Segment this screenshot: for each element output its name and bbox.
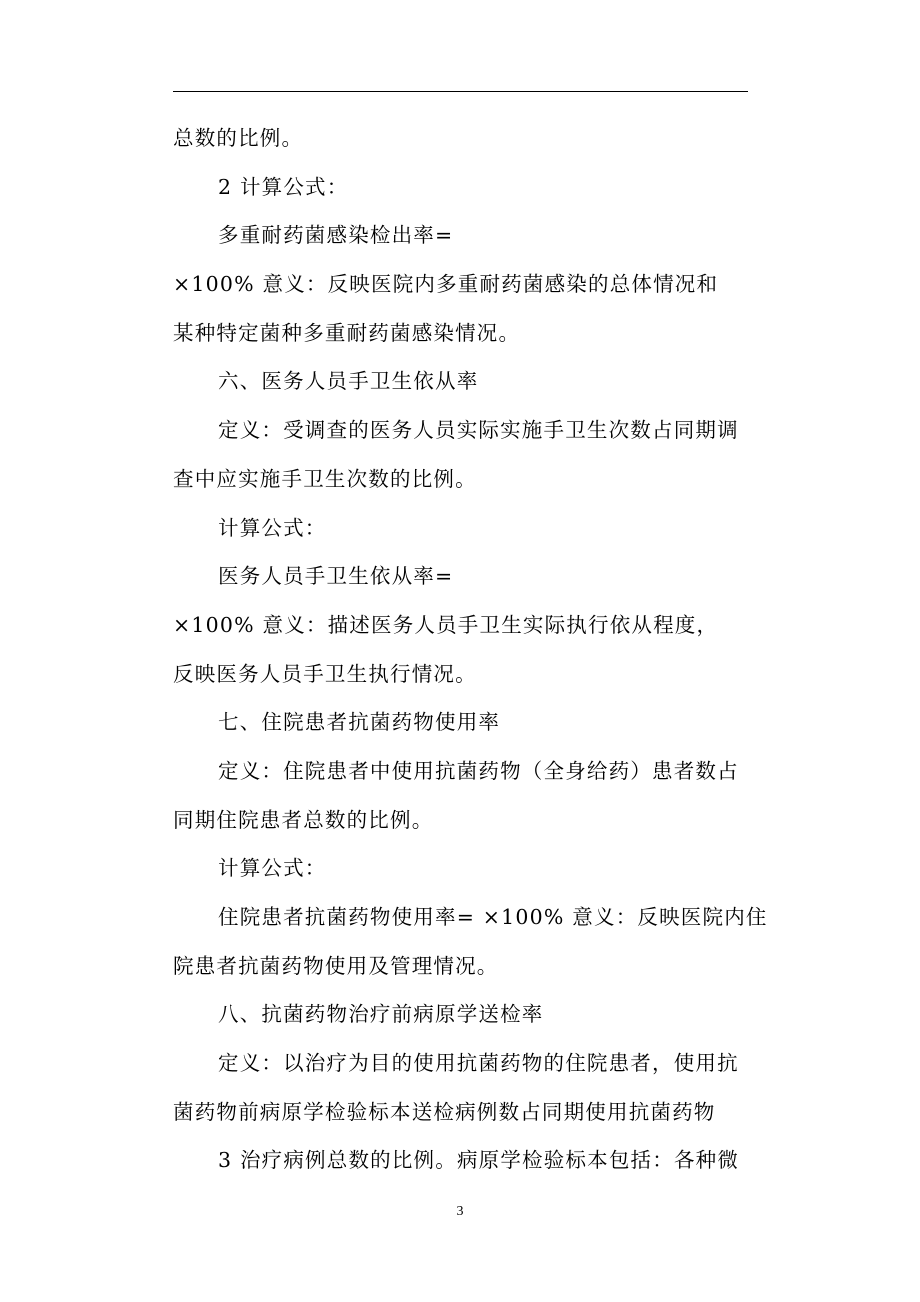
text-line: 反映医务人员手卫生执行情况。 [173,661,477,686]
text-line: 定义：受调查的医务人员实际实施手卫生次数占同期调 [218,418,739,443]
header-rule [173,91,748,92]
text-line: 院患者抗菌药物使用及管理情况。 [173,953,499,978]
text-line: 2 计算公式： [218,174,349,199]
document-body [173,114,768,1185]
text-line: 定义：住院患者中使用抗菌药物（全身给药）患者数占 [218,758,739,783]
text-line: 计算公式： [218,515,327,540]
text-line: 总数的比例。 [173,126,304,150]
text-line: 菌药物前病原学检验标本送检病例数占同期使用抗菌药物 [173,1099,716,1124]
text-line: 七、住院患者抗菌药物使用率 [218,710,501,735]
text-line: 计算公式： [218,856,327,881]
text-line: 查中应实施手卫生次数的比例。 [173,466,477,491]
text-line: 住院患者抗菌药物使用率= ×100% 意义：反映医院内住 [218,905,768,929]
text-line: 八、抗菌药物治疗前病原学送检率 [218,1002,544,1027]
text-line: 多重耐药菌感染检出率= [218,223,454,248]
text-line: 同期住院患者总数的比例。 [173,807,434,832]
text-line: 定义：以治疗为目的使用抗菌药物的住院患者，使用抗 [218,1051,739,1076]
text-line: 六、医务人员手卫生依从率 [218,369,479,394]
page-number: 3 [456,1204,464,1219]
text-line: 医务人员手卫生依从率= [218,564,454,589]
text-line: ×100% 意义：反映医院内多重耐药菌感染的总体情况和 [173,272,719,297]
text-line: 某种特定菌种多重耐药菌感染情况。 [173,320,521,345]
text-line: ×100% 意义：描述医务人员手卫生实际执行依从程度， [173,612,719,637]
text-line: 3 治疗病例总数的比例。病原学检验标本包括：各种微 [218,1148,740,1173]
